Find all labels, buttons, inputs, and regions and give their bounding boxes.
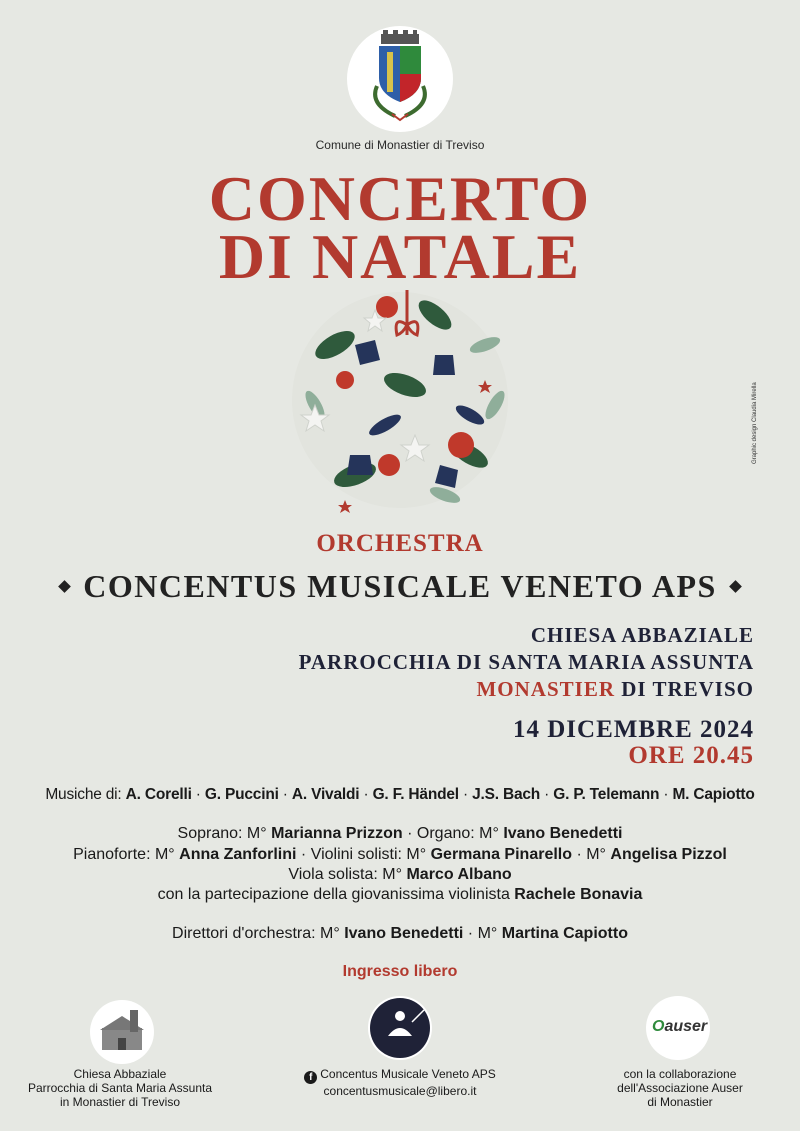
venue-line-3 [476,676,754,703]
composer: J.S. Bach [472,786,541,803]
composer: G. P. Telemann [553,786,660,803]
conductor-icon [368,996,432,1060]
composer: A. Vivaldi [291,786,360,803]
organ-name: Ivano Benedetti [503,825,623,842]
director-name: Ivano Benedetti [344,925,464,942]
violin-name: Germana Pinarello [430,846,572,863]
composer: G. Puccini [204,786,279,803]
violin-name: Angelisa Pizzol [610,846,727,863]
piano-name: Anna Zanforlini [179,846,297,863]
performers-line-4: con la partecipazione della giovanissima violinista Rachele Bonavia [157,886,643,903]
municipal-crest-logo [347,26,453,132]
diamond-icon [58,580,71,593]
event-date: 14 DICEMBRE 2024 [512,716,754,743]
auser-logo: Oauser [646,996,710,1060]
composers-line: Musiche di: A. Corelli · G. Puccini · A. Vivaldi · G. F. Händel · J.S. Bach · G. P. Telemann · M. Capiotto [45,786,755,803]
composer: A. Corelli [125,786,192,803]
directors-line: Direttori d'orchestra: M° Ivano Benedetti · M° Martina Capiotto [172,925,628,942]
venue-line-2: PARROCCHIA DI SANTA MARIA ASSUNTA [298,650,754,674]
auser-icon: O [652,1018,665,1035]
footer-church: Chiesa Abbaziale Parrocchia di Santa Maria Assunta in Monastier di Treviso [27,1067,213,1109]
church-logo [90,1000,154,1064]
venue-town: MONASTIER [476,677,615,701]
performers-line-1: Soprano: M° Marianna Prizzon · Organo: M° Ivano Benedetti [177,825,623,842]
orchestra-name: CONCENTUS MUSICALE VENETO APS [83,568,717,604]
free-entry-label: Ingresso libero [342,963,458,980]
composer: G. F. Händel [372,786,459,803]
christmas-ornament-illustration [285,285,515,515]
soprano-name: Marianna Prizzon [271,825,403,842]
church-icon [90,1000,154,1064]
crest-icon [347,26,453,132]
footer-orchestra-contact [290,1067,510,1098]
orchestra-label: ORCHESTRA [316,530,484,557]
facebook-icon: f [304,1071,317,1084]
municipality-name: Comune di Monastier di Treviso [315,138,485,152]
title-line-2: DI NATALE [218,221,582,292]
orchestra-name-line [0,568,800,605]
title-line-1: CONCERTO [208,163,592,234]
facebook-page-link[interactable]: Concentus Musicale Veneto APS [320,1067,496,1081]
diamond-icon [729,580,742,593]
composer: M. Capiotto [672,786,755,803]
performers-line-3: Viola solista: M° Marco Albano [288,866,512,883]
performers-line-2: Pianoforte: M° Anna Zanforlini · Violini solisti: M° Germana Pinarello · M° Angelisa Pizzol [73,846,727,863]
venue-province: DI TREVISO [621,677,754,701]
venue-line-1: CHIESA ABBAZIALE [530,623,754,647]
event-time: ORE 20.45 [628,742,754,769]
young-violinist-name: Rachele Bonavia [514,886,643,903]
viola-name: Marco Albano [406,866,512,883]
footer-collaboration: con la collaborazione dell'Associazione Auser di Monastier [617,1067,743,1109]
director-name: Martina Capiotto [501,925,628,942]
email-link[interactable]: concentusmusicale@libero.it [323,1084,477,1098]
design-credit: Graphic design Claudia Mirella [752,382,758,464]
orchestra-logo [368,996,432,1060]
